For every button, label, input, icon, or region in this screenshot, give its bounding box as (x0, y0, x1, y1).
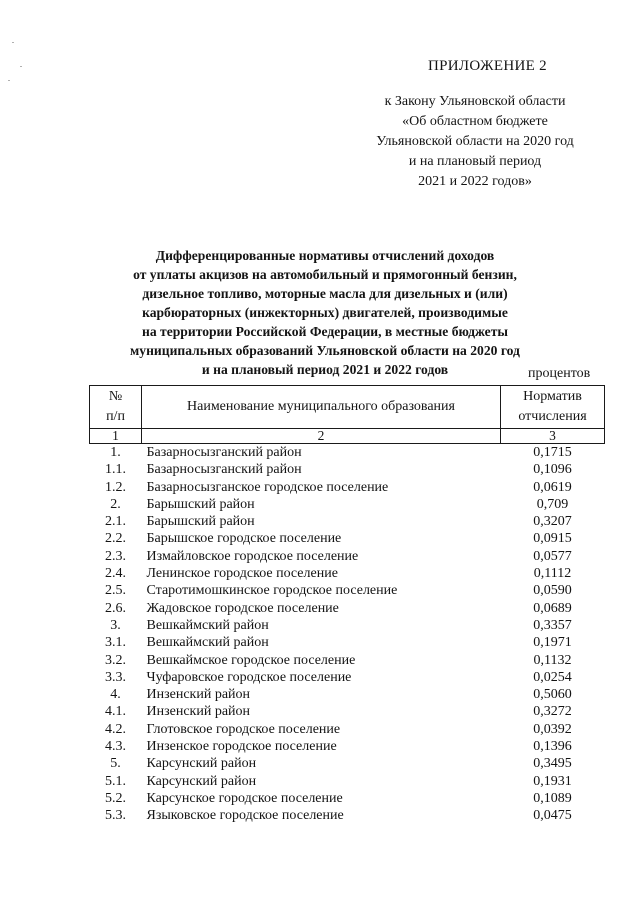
table-row (90, 634, 605, 651)
title-line: Дифференцированные нормативы отчислений доходов (155, 248, 495, 263)
row-number: 2.5. (105, 583, 126, 599)
municipality-name: Вешкаймское городское поселение (146, 652, 356, 668)
table-row (90, 530, 605, 547)
norm-value: 0,0689 (533, 600, 572, 616)
row-number: 2.4. (105, 566, 126, 582)
table-row (90, 513, 605, 530)
table-row (90, 496, 605, 513)
document-title (95, 246, 555, 379)
row-number: 4.3. (105, 739, 126, 755)
row-number: 4.2. (105, 721, 126, 737)
municipality-name: Глотовское городское поселение (146, 721, 341, 737)
row-number: 5. (110, 756, 121, 772)
row-number: 2.1. (105, 514, 126, 530)
table-row (90, 686, 605, 703)
norm-value: 0,3207 (533, 514, 572, 530)
municipality-name: Вешкаймский район (146, 635, 269, 651)
header-number-line2: п/п (106, 409, 125, 424)
norm-value: 0,1089 (533, 790, 572, 806)
municipality-name: Базарносызганский район (146, 445, 302, 460)
municipality-name: Ленинское городское поселение (146, 566, 338, 582)
unit-label: процентов (528, 366, 591, 381)
norm-value: 0,0392 (533, 721, 572, 737)
norm-value: 0,0915 (533, 531, 572, 547)
municipality-name: Жадовское городское поселение (146, 600, 339, 616)
title-line: дизельное топливо, моторные масла для дизельных и (или) (142, 286, 508, 301)
municipality-name: Базарносызганское городское поселение (146, 479, 389, 495)
municipality-name: Инзенский район (146, 704, 251, 720)
law-reference-line: 2021 и 2022 годов» (418, 174, 532, 189)
norm-value: 0,709 (536, 496, 569, 512)
table-row (90, 444, 605, 462)
row-number: 5.3. (105, 808, 126, 824)
row-number: 2.2. (105, 531, 126, 547)
law-reference (350, 92, 600, 192)
municipality-name: Базарносызганский район (146, 462, 302, 478)
table-row (90, 582, 605, 599)
row-number: 2. (110, 496, 121, 512)
table-row (90, 703, 605, 720)
column-number: 1 (90, 429, 142, 444)
norm-value: 0,0475 (533, 808, 572, 824)
table-row (90, 461, 605, 478)
header-name: Наименование муниципального образования (142, 386, 501, 429)
row-number: 3.1. (105, 635, 126, 651)
table-row (90, 600, 605, 617)
norm-value: 0,1396 (533, 739, 572, 755)
table-header-row (90, 386, 605, 429)
row-number: 5.2. (105, 790, 126, 806)
row-number: 2.6. (105, 600, 126, 616)
norms-table (89, 385, 605, 825)
municipality-name: Языковское городское поселение (146, 808, 344, 824)
header-norm-line2: отчисления (518, 409, 587, 424)
table-row (90, 755, 605, 772)
norm-value: 0,5060 (533, 687, 572, 703)
table-row (90, 669, 605, 686)
norm-value: 0,0590 (533, 583, 572, 599)
municipality-name: Карсунский район (146, 756, 257, 772)
norm-value: 0,3357 (533, 617, 572, 633)
municipality-name: Инзенское городское поселение (146, 739, 337, 755)
table-row (90, 790, 605, 807)
law-reference-line: «Об областном бюджете (402, 114, 548, 129)
row-number: 3.2. (105, 652, 126, 668)
title-line: муниципальных образований Ульяновской области на 2020 год (130, 343, 520, 358)
header-norm-line1: Норматив (523, 389, 582, 404)
norm-value: 0,1715 (533, 445, 572, 460)
row-number: 4. (110, 687, 121, 703)
title-line: на территории Российской Федерации, в местные бюджеты (142, 324, 508, 339)
norm-value: 0,1132 (533, 652, 572, 668)
table-row (90, 565, 605, 582)
row-number: 3.3. (105, 669, 126, 685)
norm-value: 0,0254 (533, 669, 572, 685)
norm-value: 0,1112 (533, 566, 572, 582)
header-number (90, 386, 142, 429)
municipality-name: Барышское городское поселение (146, 531, 342, 547)
municipality-name: Барышский район (146, 514, 255, 530)
municipality-name: Барышский район (146, 496, 255, 512)
table-row (90, 479, 605, 496)
law-reference-line: Ульяновской области на 2020 год (376, 134, 574, 149)
municipality-name: Вешкаймский район (146, 617, 269, 633)
norm-value: 0,0619 (533, 479, 572, 495)
table-body (90, 444, 605, 825)
row-number: 1.2. (105, 479, 126, 495)
column-number: 3 (501, 429, 605, 444)
table-row (90, 721, 605, 738)
norm-value: 0,0577 (533, 548, 572, 564)
row-number: 2.3. (105, 548, 126, 564)
row-number: 3. (110, 617, 121, 633)
title-line: от уплаты акцизов на автомобильный и прямогонный бензин, (133, 267, 517, 282)
row-number: 1. (110, 445, 121, 460)
title-line: карбюраторных (инжекторных) двигателей, производимые (142, 305, 508, 320)
column-number-row (90, 429, 605, 444)
municipality-name: Карсунский район (146, 773, 257, 789)
municipality-name: Старотимошкинское городское поселение (146, 583, 398, 599)
header-norm (501, 386, 605, 429)
table-row (90, 617, 605, 634)
municipality-name: Инзенский район (146, 687, 251, 703)
column-number: 2 (142, 429, 501, 444)
municipality-name: Карсунское городское поселение (146, 790, 343, 806)
norm-value: 0,1096 (533, 462, 572, 478)
municipality-name: Измайловское городское поселение (146, 548, 359, 564)
law-reference-line: к Закону Ульяновской области (384, 94, 566, 109)
norm-value: 0,1931 (533, 773, 572, 789)
norm-value: 0,3495 (533, 756, 572, 772)
row-number: 4.1. (105, 704, 126, 720)
table-row (90, 738, 605, 755)
norm-value: 0,1971 (533, 635, 572, 651)
table-row (90, 807, 605, 824)
row-number: 1.1. (105, 462, 126, 478)
table-row (90, 652, 605, 669)
title-line: и на плановый период 2021 и 2022 годов (201, 362, 449, 377)
appendix-title: ПРИЛОЖЕНИЕ 2 (428, 58, 547, 74)
law-reference-line: и на плановый период (408, 154, 542, 169)
row-number: 5.1. (105, 773, 126, 789)
municipality-name: Чуфаровское городское поселение (146, 669, 352, 685)
table-row (90, 548, 605, 565)
norm-value: 0,3272 (533, 704, 572, 720)
header-number-line1: № (108, 389, 123, 404)
table-row (90, 773, 605, 790)
